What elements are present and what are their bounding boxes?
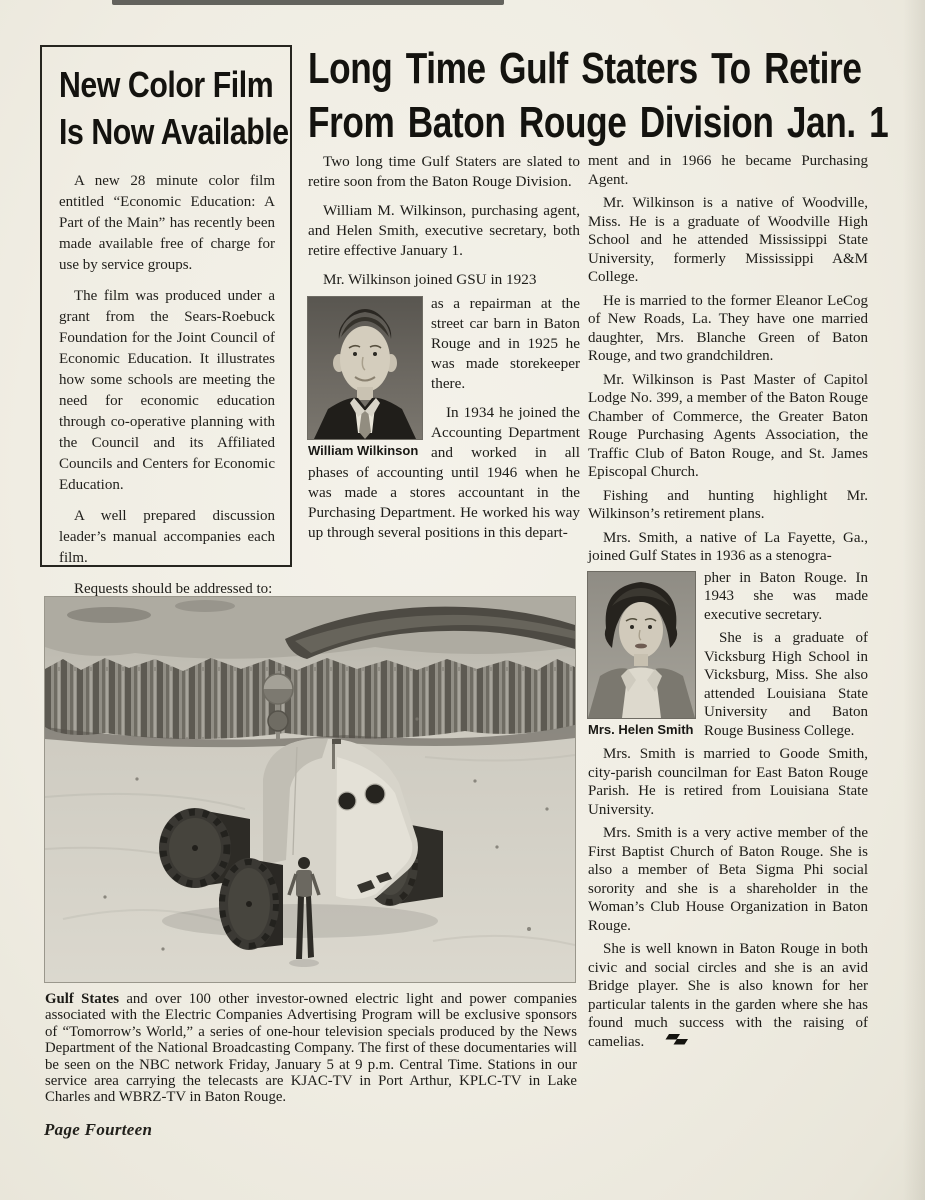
wilkinson-photo-caption: William Wilkinson [308,443,419,458]
paragraph: The film was produced under a grant from the Sears-Roebuck Foundation for the Joint Council of Economic Education. It illustrates how some schools are meeting the need for economic education through co-operative planning with the Council and its Affiliated Councils and Centers for Economic Education. [59,288,275,493]
film-box-title [59,61,289,155]
paragraph [588,940,868,1051]
film-box-article [40,45,292,597]
wilkinson-photo-block [308,297,422,459]
scan-edge-strip [112,0,504,5]
lunar-rover-photo [45,597,575,982]
film-box-title-line2: Is Now Available [59,111,289,152]
article-column-2 [588,152,868,1056]
article-headline [308,42,916,150]
paragraph: A well prepared discussion leader’s manual accompanies each film. [59,508,275,566]
paragraph: Mr. Wilkinson is a native of Woodville, Miss. He is a graduate of Woodville High School and he attended Mississippi State University, formerly Mississippi A&M College. [588,195,868,285]
smith-photo-block [588,572,695,738]
paragraph: Mrs. Smith, a native of La Fayette, Ga., joined Gulf States in 1936 as a stenogra- [588,529,868,564]
paragraph: ment and in 1966 he became Purchasing Agent. [588,153,868,188]
paragraph: Mrs. Smith is married to Goode Smith, city-parish councilman for East Baton Rouge Parish. He is retired from Louisiana State University. [588,746,868,818]
paragraph: Two long time Gulf Staters are slated to retire soon from the Baton Rouge Division. [308,153,580,190]
paragraph-text: She is well known in Baton Rouge in both civic and social circles and she is an avid Bridge player. She is also known for her particular talents in the garden where she has found much success with the raising of camelias. [588,941,868,1050]
rover-photo-caption [45,991,577,1106]
smith-portrait-photo [588,572,695,718]
paragraph: He is married to the former Eleanor LeCog of New Roads, La. They have one married daughter, Mrs. Blanche Green of Baton Rouge, and two grandchildren. [588,292,868,364]
caption-text: and over 100 other investor-owned electric light and power companies associated with the Electric Companies Advertising Program will be exclusive sponsors of “Tomorrow’s World,” a series of one-hour television specials produced by the News Department of the National Broadcasting Company. The first of these documentaries will be seen on the NBC network Friday, January 5 at 9 p.m. Central Time. Stations in our service area carrying the telecasts are KJAC-TV in Port Arthur, KPLC-TV in Lake Charles and WBRZ-TV in Baton Rouge. [45,991,577,1106]
paragraph: Mr. Wilkinson is Past Master of Capitol Lodge No. 399, a member of the Baton Rouge Chamber of Commerce, the Greater Baton Rouge Purchasing Agents Association, the Traffic Club of Baton Rouge, and St. James Episcopal Church. [588,371,868,480]
wilkinson-portrait-photo [308,297,422,439]
article-column-1 [308,152,580,552]
paragraph: William M. Wilkinson, purchasing agent, and Helen Smith, executive secretary, both retire effective January 1. [308,202,580,259]
paragraph: She is a graduate of Vicksburg High School in Vicksburg, Miss. She also attended Louisiana State University and Baton Rouge Business College. [704,630,868,739]
smith-photo-caption: Mrs. Helen Smith [588,721,694,737]
paragraph: Fishing and hunting highlight Mr. Wilkinson’s retirement plans. [588,487,868,522]
paragraph: as a repairman at the street car barn in Baton Rouge and in 1925 he was made storekeeper there. [431,295,580,392]
paragraph: A new 28 minute color film entitled “Economic Education: A Part of the Main” has recently been made available free of charge for use by service groups. [59,173,275,273]
paragraph: Mr. Wilkinson joined GSU in 1923 [323,271,537,288]
paragraph: Mrs. Smith is a very active member of the First Baptist Church of Baton Rouge. She is also a member of Beta Sigma Phi social sorority and she is a shareholder in the Woman’s Club House Organization in Baton Rouge. [588,825,868,934]
paragraph: Requests should be addressed to: [74,581,273,597]
headline-line1: Long Time Gulf Staters To Retire [308,44,862,93]
gsu-end-mark-icon [650,1033,689,1052]
paragraph: pher in Baton Rouge. In 1943 she was made executive secretary. [704,569,868,623]
headline-line2: From Baton Rouge Division Jan. 1 [308,98,889,147]
scan-edge-shadow [903,0,925,1200]
caption-lead: Gulf States [45,991,119,1007]
film-box-title-line1: New Color Film [59,64,274,105]
paragraph: In 1934 he joined the Accounting Department and worked in all phases of accounting until 1946 when he was made a stores accountant in the Purchasing Department. He worked his way up through several positions in this depart- [308,404,580,541]
page-number-label: Page Fourteen [44,1120,153,1139]
